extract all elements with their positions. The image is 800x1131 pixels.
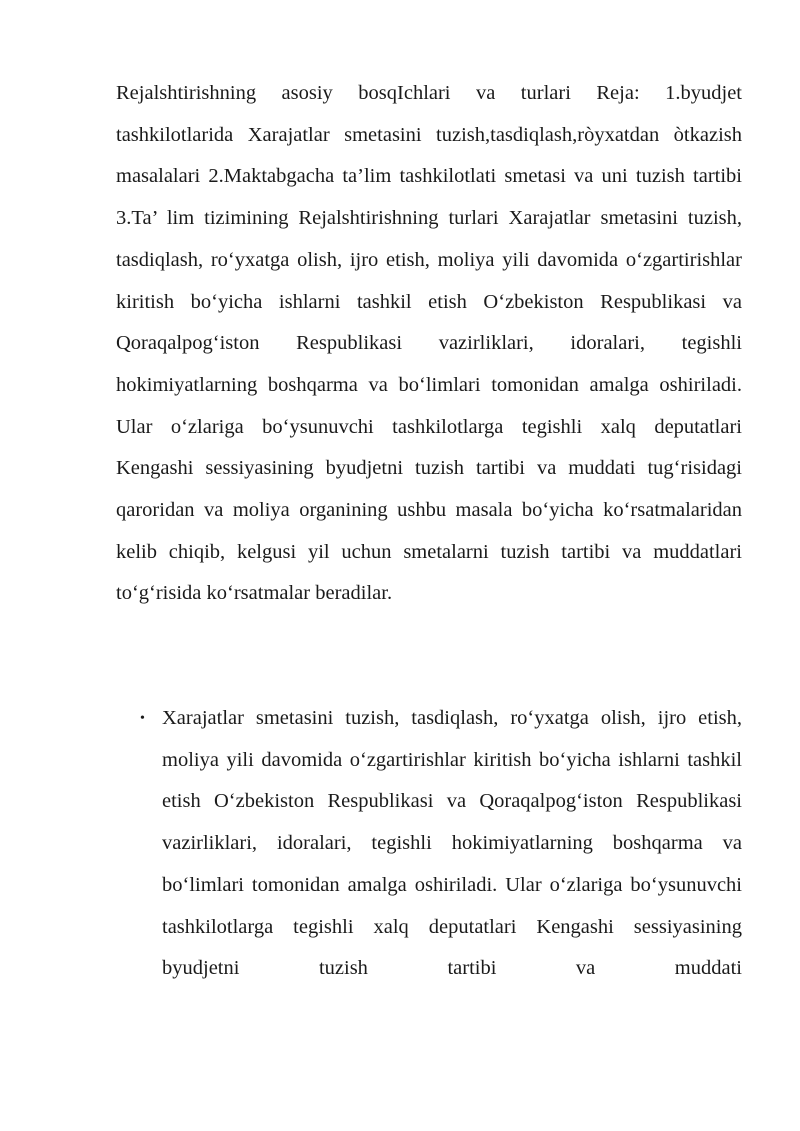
body-paragraph: Rejalshtirishning asosiy bosqIchlari va turlari Reja: 1.byudjet tashkilotlarida Xarajatlar smetasini tuzish,tasdiqlash,ròyxatdan òtkazish masalalari 2.Maktabgacha ta’lim tashkilotlati smetasi va uni tuzish tartibi 3.Ta’ lim tizimining Rejalshtirishning turlari Xarajatlar smetasini tuzish, tasdiqlash, ro‘yxatga olish, ijro etish, moliya yili davomida o‘zgartirishlar kiritish bo‘yicha ishlarni tashkil etish O‘zbekiston Respublikasi va Qoraqalpog‘iston Respublikasi vazirliklari, idoralari, tegishli hokimiyatlarning boshqarma va bo‘limlari tomonidan amalga oshiriladi. Ular o‘zlariga bo‘ysunuvchi tashkilotlarga tegishli xalq deputatlari Kengashi sessiyasining byudjetni tuzish tartibi va muddati tug‘risidagi qaroridan va moliya organining ushbu masala bo‘yicha ko‘rsatmalaridan kelib chiqib, kelgusi yil uchun smetalarni tuzish tartibi va muddatlari to‘g‘risida ko‘rsatmalar beradilar. [116, 82, 742, 605]
bullet-list [116, 698, 742, 990]
bullet-icon: • [140, 711, 145, 726]
list-item-text: Xarajatlar smetasini tuzish, tasdiqlash, ro‘yxatga olish, ijro etish, moliya yili davomida o‘zgartirishlar kiritish bo‘yicha ishlarni tashkil etish O‘zbekiston Respublikasi va Qoraqalpog‘iston Respublikasi vazirliklari, idoralari, tegishli hokimiyatlarning boshqarma va bo‘limlari tomonidan amalga oshiriladi. Ular o‘zlariga bo‘ysunuvchi tashkilotlarga tegishli xalq deputatlari Kengashi sessiyasining byudjetni tuzish tartibi va muddati [162, 707, 742, 980]
list-item [116, 698, 742, 990]
